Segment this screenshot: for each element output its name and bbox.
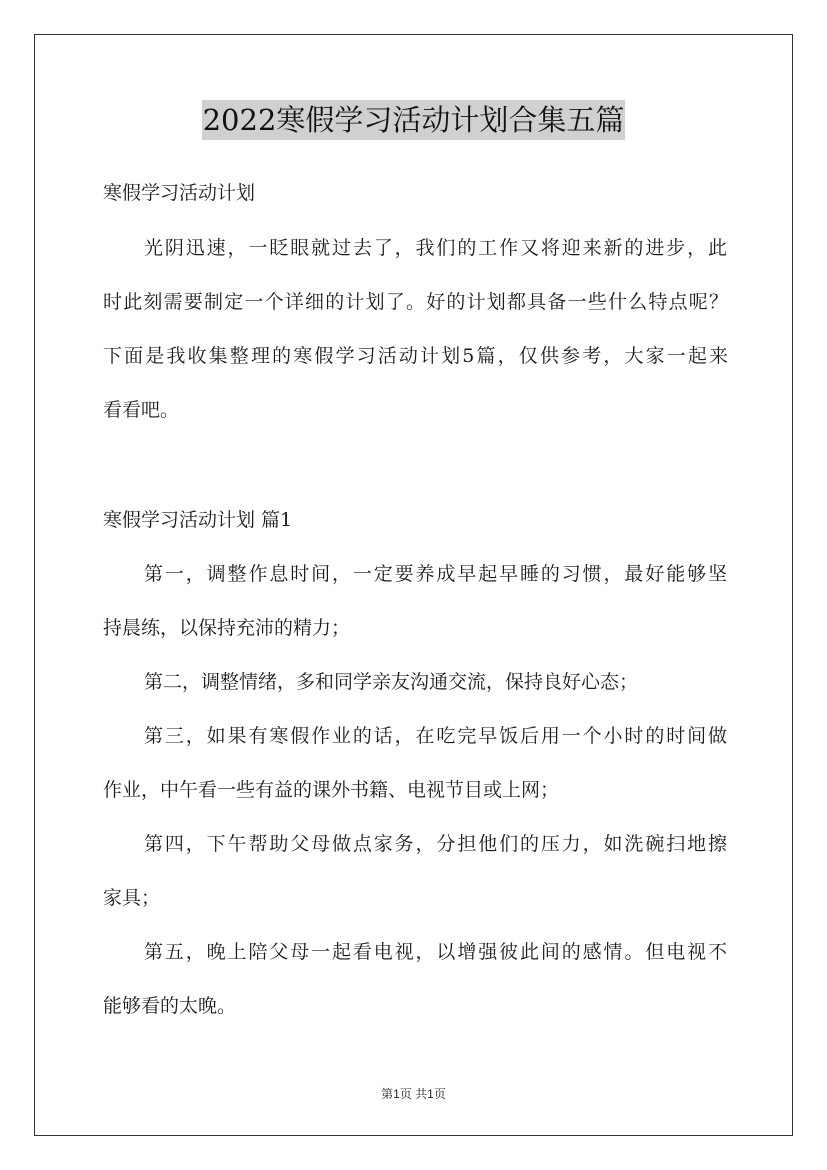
body-line-2: 持晨练，以保持充沛的精力； — [103, 617, 351, 639]
body-line-7: 家具； — [103, 887, 161, 909]
body-line-8: 第五，晚上陪父母一起看电视，以增强彼此间的感情。但电视不 — [144, 941, 727, 963]
body-line-1: 第一，调整作息时间，一定要养成早起早睡的习惯，最好能够坚 — [144, 563, 727, 585]
body-line-5: 作业，中午看一些有益的课外书籍、电视节目或上网； — [103, 779, 560, 801]
intro-line-1: 光阴迅速，一眨眼就过去了，我们的工作又将迎来新的进步，此 — [144, 237, 727, 259]
body-line-9: 能够看的太晚。 — [103, 995, 237, 1017]
intro-line-2: 时此刻需要制定一个详细的计划了。好的计划都具备一些什么特点呢？ — [103, 291, 728, 313]
part-heading: 寒假学习活动计划 篇1 — [103, 509, 293, 531]
document-title: 2022寒假学习活动计划合集五篇 — [202, 100, 626, 140]
section-heading: 寒假学习活动计划 — [103, 182, 256, 204]
page-number-footer: 第1页 共1页 — [381, 1087, 446, 1101]
title-container — [0, 100, 827, 140]
intro-line-3: 下面是我收集整理的寒假学习活动计划5篇，仅供参考，大家一起来 — [103, 345, 728, 367]
body-line-6: 第四，下午帮助父母做点家务，分担他们的压力，如洗碗扫地擦 — [144, 833, 727, 855]
body-line-4: 第三，如果有寒假作业的话，在吃完早饭后用一个小时的时间做 — [144, 725, 727, 747]
body-line-3: 第二，调整情绪，多和同学亲友沟通交流，保持良好心态； — [144, 671, 639, 693]
intro-line-4: 看看吧。 — [103, 399, 180, 421]
